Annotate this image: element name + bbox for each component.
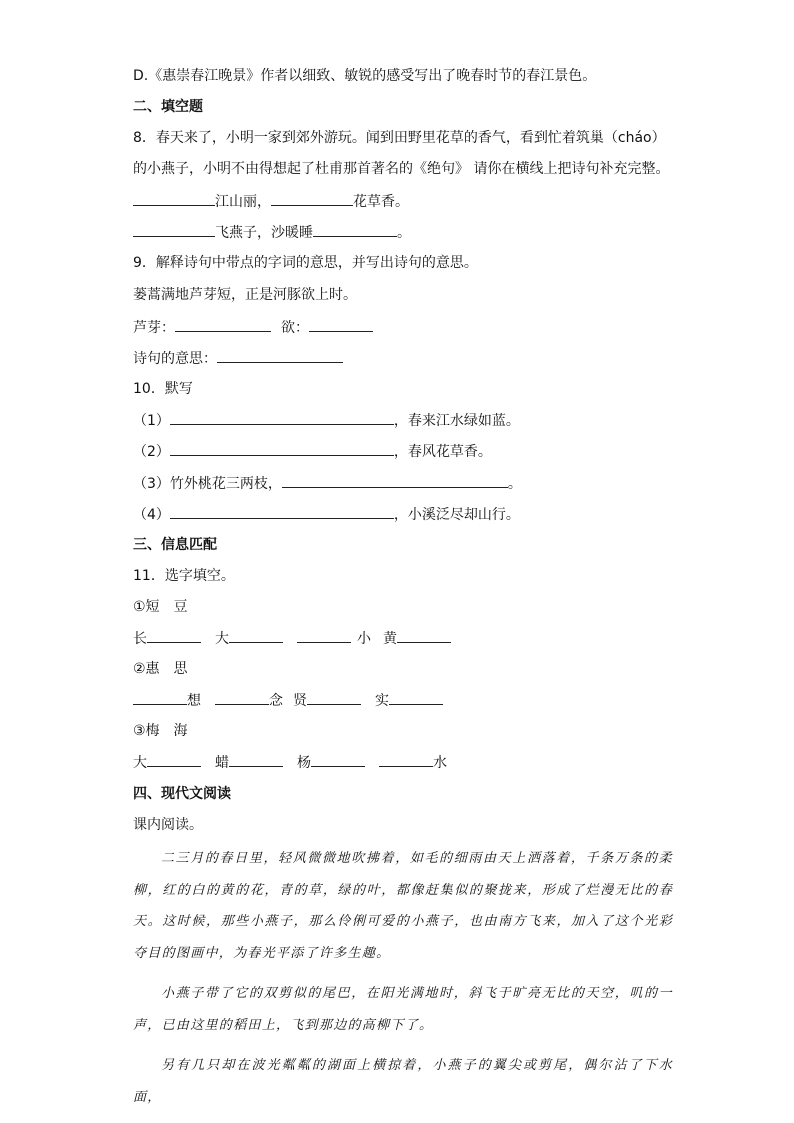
text-segment: 黄 — [383, 631, 397, 647]
text-segment: 欲： — [281, 320, 309, 336]
q10-title: 10．默写 — [133, 381, 193, 397]
answer-blank[interactable] — [397, 628, 451, 643]
answer-blank[interactable] — [217, 348, 343, 363]
section-3-title: 三、信息匹配 — [133, 537, 217, 553]
answer-blank[interactable] — [147, 752, 201, 767]
q8-row1 — [133, 191, 409, 212]
q11-group1-row — [133, 628, 451, 649]
answer-blank[interactable] — [147, 628, 201, 643]
text-segment: 大 — [133, 755, 147, 771]
text-segment: 江山丽， — [215, 194, 271, 210]
text-segment: 杨 — [297, 755, 311, 771]
text-segment: 大 — [215, 631, 229, 647]
q8-line1: 8．春天来了，小明一家到郊外游玩。闻到田野里花草的香气，看到忙着筑巢（cháo） — [133, 130, 666, 146]
text-segment: ，春来江水绿如蓝。 — [393, 413, 520, 429]
q11-group2-row — [133, 690, 443, 711]
text-segment: （3） — [133, 476, 170, 492]
answer-blank[interactable] — [309, 317, 373, 332]
q11-group2-chars: ②惠 思 — [133, 661, 188, 677]
text-segment: 芦芽： — [133, 320, 175, 336]
answer-blank[interactable] — [307, 690, 361, 705]
q11-group3-chars: ③梅 海 — [133, 723, 188, 739]
answer-blank[interactable] — [271, 191, 353, 206]
reading-passage — [133, 843, 673, 1122]
answer-blank[interactable] — [229, 752, 283, 767]
text-segment: （4） — [133, 507, 170, 523]
text-segment: 诗句的意思： — [133, 351, 217, 367]
answer-blank[interactable] — [215, 690, 269, 705]
q9-row1 — [133, 317, 373, 338]
passage-paragraph: 二三月的春日里，轻风微微地吹拂着，如毛的细雨由天上洒落着，千条万条的柔柳，红的白的黄的花，青的草，绿的叶，都像赶集似的聚拢来，形成了烂漫无比的春天。这时候，那些小燕子，那么伶俐可爱的小燕子，也由南方飞来，加入了这个光彩夺目的图画中，为春光平添了许多生趣。 — [133, 851, 673, 961]
text-segment: ，春风花草香。 — [393, 444, 492, 460]
text-segment: 飞燕子，沙暖睡 — [215, 225, 313, 241]
q11-title: 11．选字填空。 — [133, 568, 235, 584]
text-segment: 。 — [507, 476, 522, 492]
q11-group1-chars: ①短 豆 — [133, 599, 188, 615]
passage-paragraph: 小燕子带了它的双剪似的尾巴，在阳光满地时，斜飞于旷亮无比的天空，叽的一声，已由这里的稻田上，飞到那边的高柳下了。 — [133, 986, 673, 1033]
reading-label: 课内阅读。 — [133, 817, 203, 833]
answer-blank[interactable] — [133, 191, 215, 206]
text-segment: 。 — [397, 225, 411, 241]
q9-poem: 蒌蒿满地芦芽短，正是河豚欲上时。 — [133, 287, 357, 303]
q9-row2 — [133, 348, 343, 369]
section-2-title: 二、填空题 — [133, 99, 203, 115]
text-segment: 蜡 — [215, 755, 229, 771]
answer-blank[interactable] — [297, 628, 351, 643]
answer-blank[interactable] — [170, 441, 394, 456]
answer-blank[interactable] — [313, 222, 397, 237]
text-segment: 花草香。 — [353, 194, 409, 210]
answer-blank[interactable] — [170, 504, 394, 519]
section-4-title: 四、现代文阅读 — [133, 786, 231, 802]
q10-item-1 — [133, 410, 520, 431]
text-segment: 实 — [375, 693, 389, 709]
answer-blank[interactable] — [133, 222, 215, 237]
text-segment: 念 — [269, 693, 283, 709]
answer-blank[interactable] — [175, 317, 271, 332]
answer-blank[interactable] — [229, 628, 283, 643]
text-segment: 小 — [357, 631, 371, 647]
answer-blank[interactable] — [170, 410, 394, 425]
q10-item-3 — [133, 473, 522, 494]
q11-group3-row — [133, 752, 447, 773]
q8-line2: 的小燕子，小明不由得想起了杜甫那首著名的《绝句》 请你在横线上把诗句补充完整。 — [133, 161, 670, 177]
text-segment: （1） — [133, 413, 170, 429]
text-segment: 水 — [433, 755, 447, 771]
q8-row2 — [133, 222, 411, 243]
answer-blank[interactable] — [379, 752, 433, 767]
answer-blank[interactable] — [311, 752, 365, 767]
q10-item-2 — [133, 441, 492, 462]
text-segment: 竹外桃花三两枝， — [169, 476, 282, 492]
text-segment: （2） — [133, 444, 170, 460]
text-segment: ，小溪泛尽却山行。 — [393, 507, 520, 523]
q10-item-4 — [133, 504, 520, 525]
answer-blank[interactable] — [133, 690, 187, 705]
text-segment: 想 — [187, 693, 201, 709]
text-segment: 贤 — [293, 693, 307, 709]
answer-blank[interactable] — [389, 690, 443, 705]
answer-blank[interactable] — [282, 473, 508, 488]
text-segment: 长 — [133, 631, 147, 647]
option-d: D.《惠崇春江晚景》作者以细致、敏锐的感受写出了晚春时节的春江景色。 — [133, 68, 597, 84]
passage-paragraph: 另有几只却在波光粼粼的湖面上横掠着，小燕子的翼尖或剪尾，偶尔沾了下水面， — [133, 1058, 673, 1105]
q9-title: 9．解释诗句中带点的字词的意思，并写出诗句的意思。 — [133, 255, 478, 271]
